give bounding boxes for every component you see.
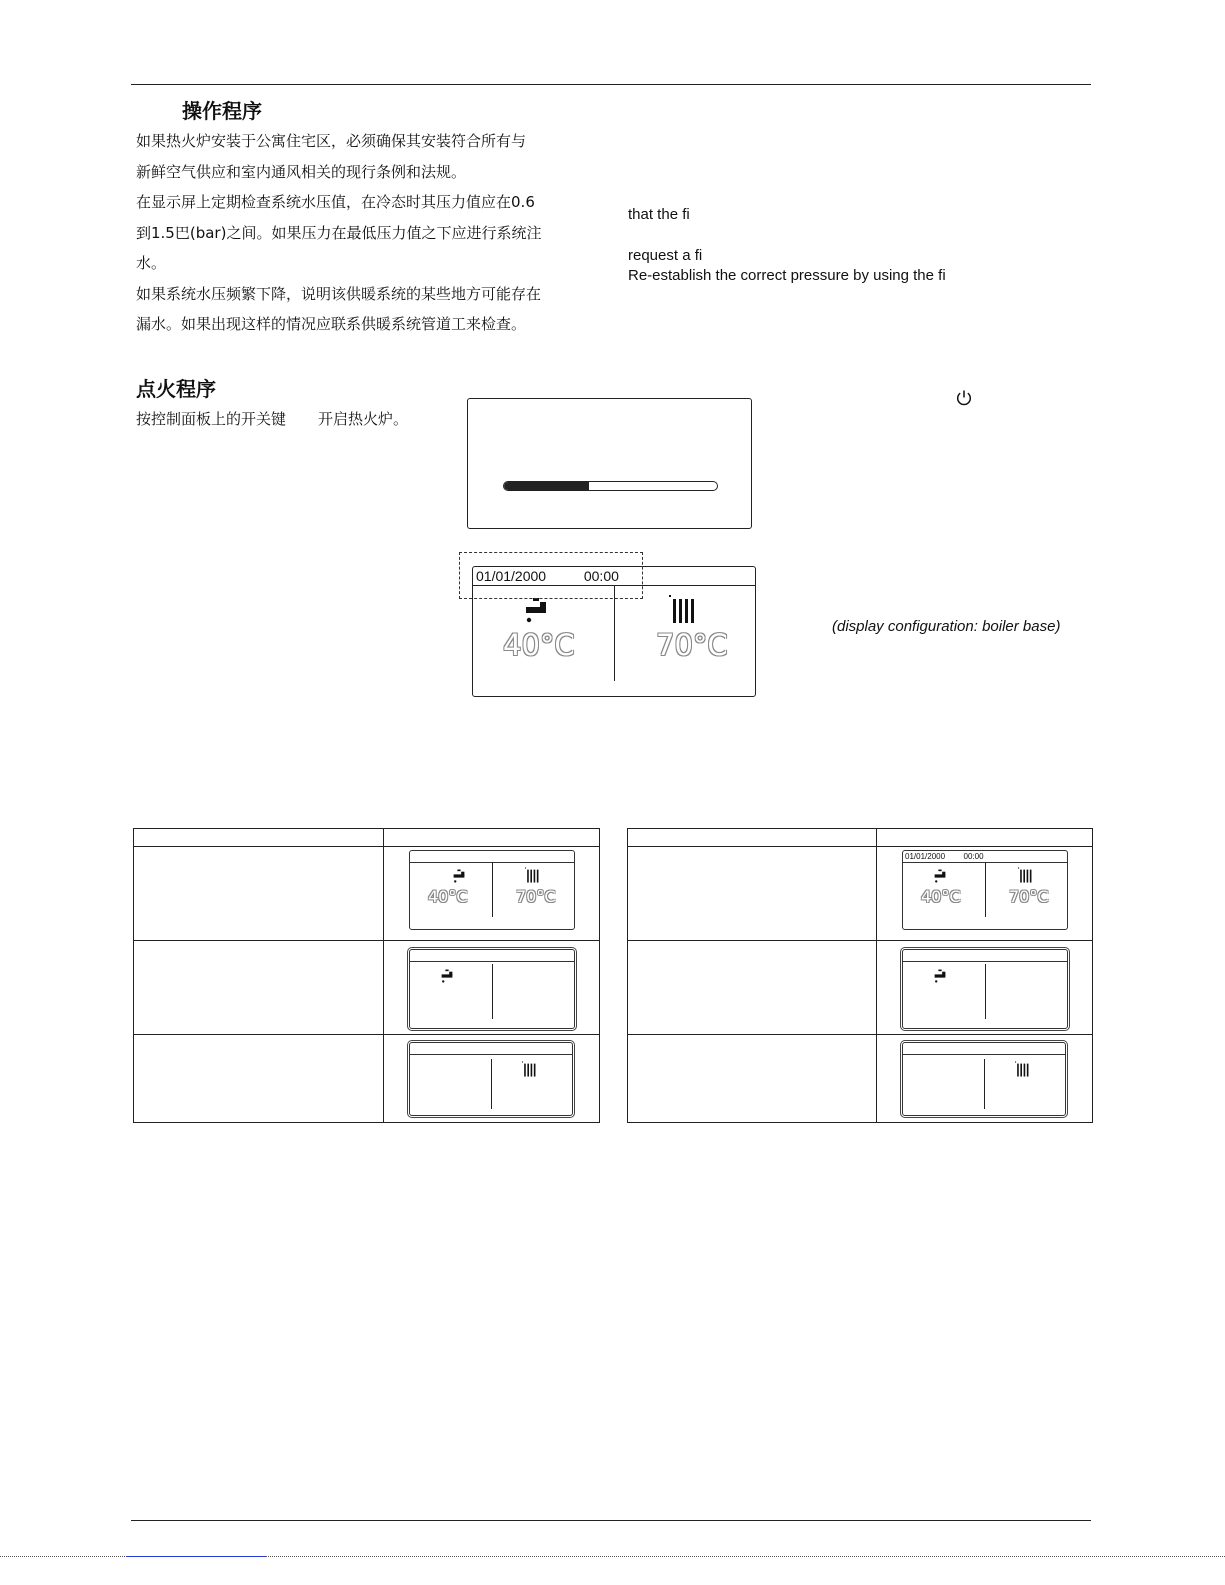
- display-table-right: [627, 828, 1093, 1123]
- operation-paragraph: [136, 126, 596, 340]
- mini-divider: [984, 1059, 985, 1109]
- mini-display: [409, 949, 575, 1029]
- table-cell: [134, 1035, 384, 1123]
- mini-date: 01/01/2000: [905, 852, 946, 861]
- radiator-icon: [525, 867, 539, 887]
- tap-icon: [440, 968, 454, 987]
- table-cell: [384, 941, 600, 1035]
- table-cell: [384, 1035, 600, 1123]
- mini-divider: [492, 964, 493, 1019]
- heating-temperature: 70°C: [1009, 887, 1049, 906]
- dhw-temperature: 40°C: [503, 628, 575, 662]
- mini-date-bar: [903, 1043, 1065, 1055]
- table-cell: [877, 1035, 1093, 1123]
- tap-icon: [933, 868, 947, 887]
- mini-divider: [492, 862, 493, 917]
- radiator-icon: [1018, 867, 1032, 887]
- ignition-text-after: 开启热火炉。: [318, 410, 409, 428]
- date-time-highlight: [459, 552, 643, 599]
- tap-icon: [933, 968, 947, 987]
- main-divider: [614, 585, 615, 681]
- footer-rule: [131, 1520, 1091, 1521]
- power-icon: [955, 389, 973, 407]
- main-date: 01/01/2000: [476, 568, 547, 584]
- english-line-3: Re-establish the correct pressure by using the fi: [628, 267, 946, 284]
- mini-date-bar: [410, 1043, 572, 1055]
- para-line: 如果热火炉安装于公寓住宅区，必须确保其安装符合所有与: [136, 132, 527, 150]
- mini-divider: [491, 1059, 492, 1109]
- mini-display: [409, 1042, 573, 1116]
- display-caption: (display configuration: boiler base): [832, 618, 1061, 635]
- heating-temperature: 70°C: [656, 628, 728, 662]
- table-header-cell: [877, 829, 1093, 847]
- table-header-cell: [628, 829, 877, 847]
- tap-icon: [452, 868, 466, 887]
- english-line-1: that the fi: [628, 206, 690, 223]
- ignition-text: [136, 408, 408, 429]
- table-header-cell: [384, 829, 600, 847]
- para-line: 新鲜空气供应和室内通风相关的现行条例和法规。: [136, 162, 467, 181]
- mini-date-bar: [410, 950, 574, 962]
- tap-icon: [523, 597, 549, 627]
- mini-display: [409, 850, 575, 930]
- mini-date-bar: [903, 950, 1067, 962]
- ignition-text-before: 按控制面板上的开关键: [136, 410, 287, 428]
- heating-temperature: 70°C: [516, 887, 556, 906]
- table-cell: [628, 1035, 877, 1123]
- table-cell: [877, 941, 1093, 1035]
- mini-display: [902, 1042, 1066, 1116]
- radiator-icon: [522, 1061, 536, 1081]
- radiator-icon: [1015, 1061, 1029, 1081]
- mini-time: 00:00: [963, 852, 984, 861]
- header-rule: [131, 84, 1091, 85]
- table-cell: [877, 847, 1093, 941]
- table-cell: [384, 847, 600, 941]
- para-line: 水。: [136, 254, 167, 272]
- table-cell: [628, 847, 877, 941]
- mini-divider: [985, 862, 986, 917]
- table-cell: [134, 941, 384, 1035]
- para-line: 在显示屏上定期检查系统水压值，在冷态时其压力值应在0.6: [136, 193, 535, 211]
- section-title-operation: 操作程序: [182, 99, 262, 123]
- footer-link-underline: [126, 1556, 266, 1557]
- table-header-cell: [134, 829, 384, 847]
- startup-progress-bar: [503, 481, 718, 491]
- dhw-temperature: 40°C: [921, 887, 961, 906]
- english-line-2: request a fi: [628, 247, 703, 264]
- mini-display: [902, 949, 1068, 1029]
- para-line: 到1.5巴(bar)之间。如果压力在最低压力值之下应进行系统注: [136, 223, 542, 242]
- section-title-ignition: 点火程序: [136, 377, 216, 401]
- startup-progress-fill: [504, 482, 589, 490]
- main-time: 00:00: [583, 568, 619, 584]
- para-line: 如果系统水压频繁下降，说明该供暖系统的某些地方可能存在: [136, 284, 542, 303]
- table-cell: [628, 941, 877, 1035]
- display-table-left: [133, 828, 600, 1123]
- startup-display: [467, 398, 752, 529]
- radiator-icon: [669, 595, 695, 627]
- dhw-temperature: 40°C: [428, 887, 468, 906]
- para-line: 漏水。如果出现这样的情况应联系供暖系统管道工来检查。: [136, 315, 527, 333]
- table-cell: [134, 847, 384, 941]
- mini-divider: [985, 964, 986, 1019]
- mini-display: [902, 850, 1068, 930]
